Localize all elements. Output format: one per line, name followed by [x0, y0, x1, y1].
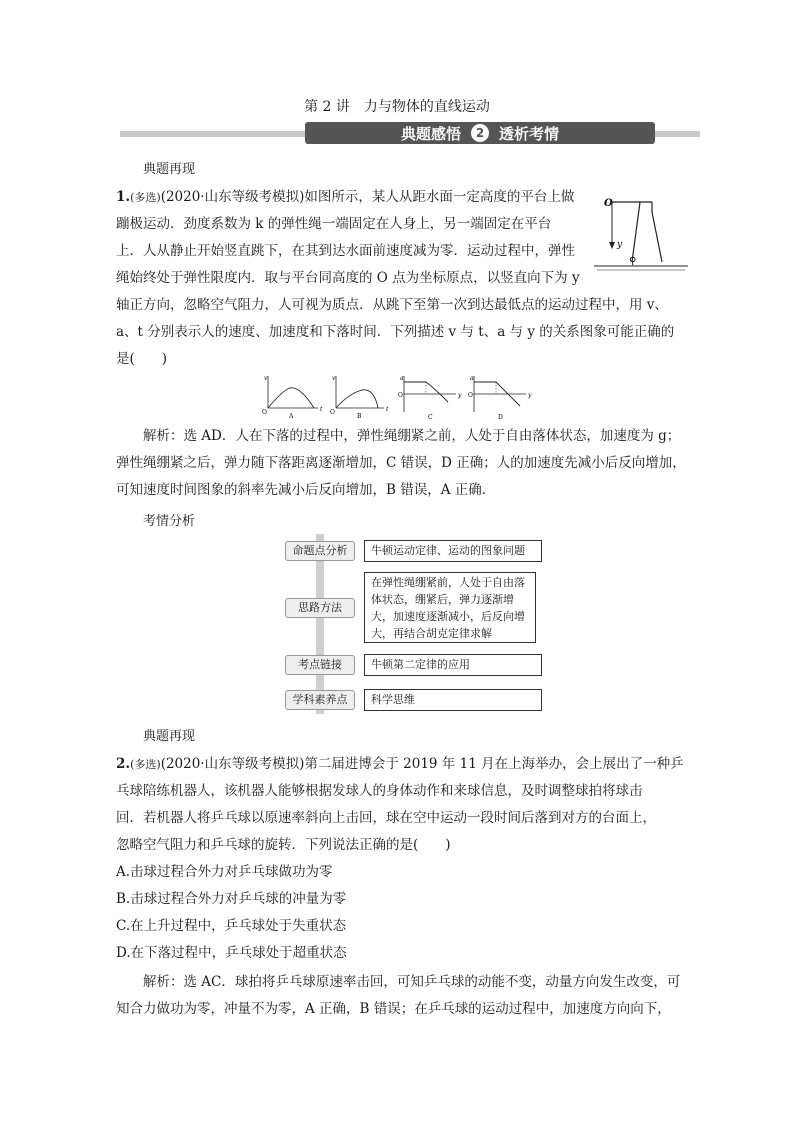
graph-a [262, 375, 323, 420]
svg-text:O: O [468, 392, 473, 399]
svg-text:O: O [330, 409, 335, 416]
q2-option-d: D.在下落过程中，乒乓球处于超重状态 [116, 945, 347, 961]
svg-text:t: t [386, 406, 389, 413]
q1-solution-line-2: 弹性绳绷紧之后，弹力随下落距离逐渐增加，C 错误，D 正确；人的加速度先减小后反向增加， [116, 455, 686, 471]
svg-text:D: D [498, 414, 503, 421]
q1-line-1: 1.(多选)(2020·山东等级考模拟)如图所示，某人从距水面一定高度的平台上做 [116, 189, 575, 205]
svg-text:a: a [470, 375, 474, 382]
graph-b [330, 375, 389, 420]
q1-line-5: 轴正方向，忽略空气阻力，人可视为质点．从跳下至第一次到达最低点的运动过程中，用 v、 [116, 297, 668, 313]
q2-option-c: C.在上升过程中，乒乓球处于失重状态 [116, 918, 347, 934]
q1-solution-line-3: 可知速度时间图象的斜率先减小后反向增加，B 错误，A 正确． [116, 482, 496, 498]
q2-option-b: B.击球过程合外力对乒乓球的冲量为零 [116, 891, 347, 907]
svg-text:v: v [264, 375, 268, 382]
graph-c [398, 375, 462, 421]
q2-tag: (多选) [130, 758, 161, 771]
q1-tag: (多选) [130, 191, 161, 204]
banner-right-text: 透析考情 [499, 124, 560, 143]
section-heading-2: 考情分析 [143, 514, 196, 529]
answer-graphs [258, 372, 538, 422]
flow-box-3: 牛顿第二定律的应用 [364, 654, 542, 676]
fig-y-label: y [617, 240, 623, 250]
section-banner [120, 122, 700, 146]
q2-line-2: 乓球陪练机器人，该机器人能够根据发球人的身体动作和来球信息，及时调整球拍将球击 [116, 783, 643, 799]
svg-text:⚲: ⚲ [629, 256, 637, 267]
fig-origin-label: O [604, 198, 613, 209]
svg-text:B: B [357, 413, 362, 420]
q2-line-1: 2.(多选)(2020·山东等级考模拟)第二届进博会于 2019 年 11 月在上海举办，会上展出了一种乒 [116, 756, 684, 772]
flow-label-1: 命题点分析 [285, 541, 355, 561]
svg-text:a: a [400, 375, 404, 382]
svg-text:t: t [320, 406, 323, 413]
section-heading-1: 典题再现 [143, 162, 196, 177]
svg-text:O: O [398, 392, 403, 399]
svg-text:v: v [332, 375, 336, 382]
q2-line-4: 忽略空气阻力和乒乓球的旋转．下列说法正确的是( ) [116, 837, 451, 853]
q1-number: 1. [116, 189, 131, 205]
q1-line-6: a、t 分别表示人的速度、加速度和下落时间．下列描述 v 与 t、a 与 y 的关系图象可能正确的 [116, 324, 675, 340]
flow-box-1: 牛顿运动定律、运动的图象问题 [364, 540, 542, 562]
svg-text:A: A [289, 413, 294, 420]
q2-solution-line-2: 知合力做功为零，冲量不为零，A 正确，B 错误；在乒乓球的运动过程中，加速度方向向下， [116, 1001, 671, 1017]
svg-text:y: y [528, 392, 532, 399]
q2-line-3: 回．若机器人将乒乓球以原速率斜向上击回，球在空中运动一段时间后落到对方的台面上， [116, 810, 656, 826]
flow-box-4: 科学思维 [364, 689, 542, 711]
flow-label-4: 学科素养点 [285, 690, 355, 710]
q1-line-7: 是( ) [116, 351, 168, 367]
bungee-figure [592, 192, 692, 274]
page-title: 第 2 讲 力与物体的直线运动 [304, 99, 490, 115]
svg-text:y: y [458, 392, 462, 399]
graph-d [468, 375, 532, 421]
flow-label-3: 考点链接 [285, 655, 355, 675]
flow-spine [316, 534, 324, 714]
q2-option-a: A.击球过程合外力对乒乓球做功为零 [116, 864, 333, 880]
svg-text:C: C [428, 414, 433, 421]
q1-line-3: 上．人从静止开始竖直跳下，在其到达水面前速度减为零．运动过程中，弹性 [116, 243, 575, 259]
q2-solution-line-1: 解析：选 AC．球拍将乒乓球原速率击回，可知乒乓球的动能不变，动量方向发生改变，可 [143, 974, 681, 990]
q2-number: 2. [116, 756, 131, 772]
q1-line-2: 蹦极运动．劲度系数为 k 的弹性绳一端固定在人身上，另一端固定在平台 [116, 216, 552, 232]
banner-number-icon: 2 [471, 124, 489, 142]
banner-left-text: 典题感悟 [400, 124, 461, 143]
q1-solution-line-1: 解析：选 AD．人在下落的过程中，弹性绳绷紧之前，人处于自由落体状态，加速度为 g； [143, 428, 681, 444]
flow-box-2: 在弹性绳绷紧前，人处于自由落体状态，绷紧后，弹力逐渐增大，加速度逐渐减小，后反向增大，再结合胡克定律求解 [364, 572, 536, 643]
q1-line-4: 绳始终处于弹性限度内．取与平台同高度的 O 点为坐标原点，以竖直向下为 y [116, 270, 580, 286]
flow-label-2: 思路方法 [285, 598, 355, 618]
banner-pill [305, 122, 655, 144]
svg-text:O: O [262, 409, 267, 416]
section-heading-3: 典题再现 [143, 729, 196, 744]
